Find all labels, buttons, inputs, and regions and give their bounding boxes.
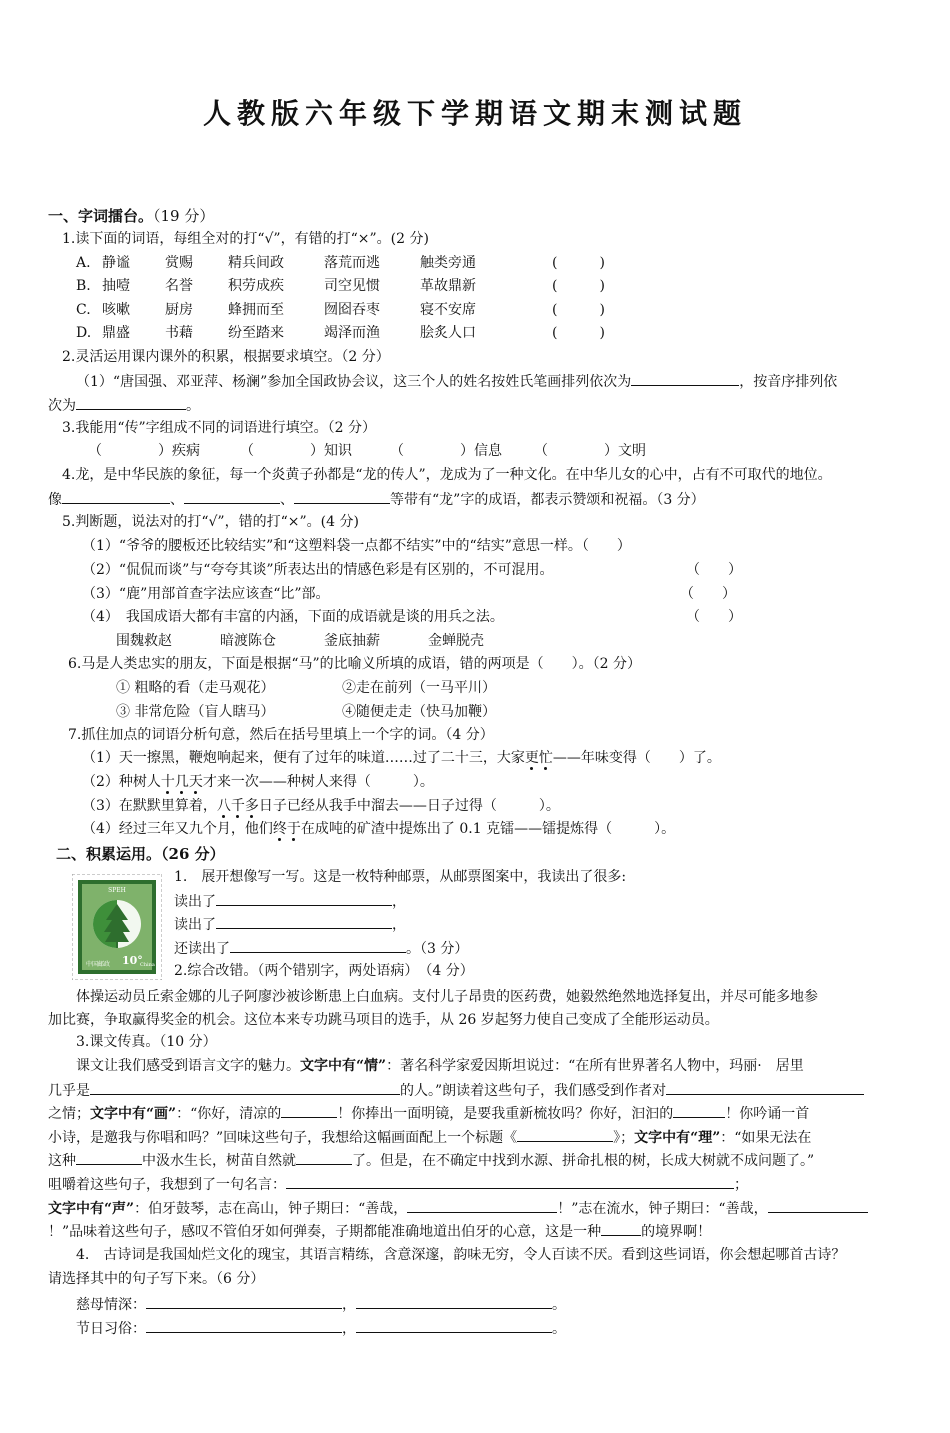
s2-q1-row3: 还读出了 。（3 分）	[174, 938, 468, 959]
q5-paren[interactable]: （ ）	[680, 586, 736, 602]
q5-stem: 5.判断题，说法对的打“√”，错的打“×”。(4 分)	[62, 514, 359, 530]
option-word: 名誉	[165, 278, 193, 294]
stamp-country: 中国邮政	[86, 961, 111, 968]
option-word: 革故鼎新	[420, 278, 476, 294]
answer-blank[interactable]	[631, 371, 739, 386]
q3-item[interactable]: （ ）文明	[534, 443, 646, 459]
answer-blank[interactable]	[146, 1294, 342, 1309]
q6-option[interactable]: ②走在前列（一马平川）	[342, 680, 496, 696]
answer-blank[interactable]	[184, 489, 280, 504]
option-key: C.	[76, 302, 91, 318]
option-word: 咳嗽	[102, 302, 130, 318]
s2-q1-row2: 读出了 ，	[174, 914, 406, 935]
option-word: 纷至踏来	[228, 325, 284, 341]
stamp-top-text: SPEH	[108, 887, 126, 894]
option-word: 积劳成疾	[228, 278, 284, 294]
option-word: 书藉	[165, 325, 193, 341]
q5-item-2: （2）“侃侃而谈”与“夸夸其谈”所表达出的情感色彩是有区别的，不可混用。	[82, 562, 554, 578]
q6-options-1	[116, 678, 496, 698]
s2-q3-line6: 咀嚼着这些句子，我想到了一句名言： ；	[48, 1174, 748, 1195]
option-word: 赏赐	[165, 255, 193, 271]
q5-item-4: （4） 我国成语大都有丰富的内涵，下面的成语就是谈的用兵之法。	[82, 609, 504, 625]
q7-item-3: （3）在默默里算着，八千多日子已经从我手中溜去——日子过得（ ）。	[82, 798, 560, 814]
answer-blank[interactable]	[294, 489, 390, 504]
answer-paren[interactable]: ( )	[552, 325, 605, 341]
page-title: 人教版六年级下学期语文期末测试题	[202, 97, 747, 130]
answer-blank[interactable]	[216, 891, 392, 906]
s2-q4-line1: 4. 古诗词是我国灿烂文化的瑰宝，其语言精练，含意深邃，韵味无穷，令人百读不厌。看到这些词语，你会想起哪首古诗？	[76, 1247, 846, 1263]
q4-line2: 像 、 、 等带有“龙”字的成语，都表示赞颂和祝福。（3 分）	[48, 489, 705, 510]
q3-items	[88, 441, 646, 461]
s2-q1-stem: 1. 展开想像写一写。这是一枚特种邮票，从邮票图案中，我读出了很多:	[174, 869, 627, 885]
option-word: 竭泽而渔	[324, 325, 380, 341]
answer-blank[interactable]	[768, 1198, 868, 1213]
s2-q4-row1: 慈母情深： ， 。	[76, 1294, 566, 1315]
option-word: 蜂拥而至	[228, 302, 284, 318]
answer-blank[interactable]	[146, 1318, 342, 1333]
s2-q2-para2: 加比赛，争取赢得奖金的机会。这位本来专功跳马项目的选手，从 26 岁起努力使自己变成了全能形运动员。	[48, 1012, 719, 1028]
answer-blank[interactable]	[216, 914, 392, 929]
s2-q4-row2: 节日习俗： ， 。	[76, 1318, 566, 1339]
s2-q3-line5: 这种 中汲水生长，树苗自然就 了。但是，在不确定中找到水源、拼命扎根的树，长成大树就不成问题了。”	[48, 1150, 814, 1171]
s2-q4-line2: 请选择其中的句子写下来。（6 分）	[48, 1271, 265, 1287]
answer-blank[interactable]	[517, 1127, 613, 1142]
answer-blank[interactable]	[76, 1150, 142, 1165]
q5-paren[interactable]: （ ）	[686, 562, 742, 578]
option-word: 落荒而逃	[324, 255, 380, 271]
s2-q3-line4: 小诗，是邀我与你唱和吗？”回味这些句子，我想给这幅画面配上一个标题《 》；文字中有“理”：“如果无法在	[48, 1127, 811, 1148]
answer-blank[interactable]	[296, 1150, 352, 1165]
s2-q2-stem: 2.综合改错。（两个错别字，两处语病） （4 分）	[174, 963, 474, 979]
q6-option[interactable]: ④随便走走（快马加鞭）	[342, 704, 496, 720]
q5-idioms: 围魏救赵 暗渡陈仓 釜底抽薪 金蝉脱壳	[116, 633, 484, 649]
q6-options-2	[116, 702, 496, 722]
s2-q3-stem: 3.课文传真。（10 分）	[76, 1034, 217, 1050]
section-2-heading: 二、积累运用。（26 分）	[56, 845, 225, 863]
answer-blank[interactable]	[666, 1080, 864, 1095]
q7-stem: 7.抓住加点的词语分析句意，然后在括号里填上一个字的词。（4 分）	[68, 727, 494, 743]
option-word: 鼎盛	[102, 325, 130, 341]
s2-q3-line1: 课文让我们感受到语言文字的魅力。文字中有“情”：著名科学家爱因斯坦说过：“在所有世界著名人物中，玛丽· 居里	[76, 1058, 804, 1074]
q6-option[interactable]: ① 粗略的看（走马观花）	[116, 680, 275, 696]
answer-blank[interactable]	[407, 1198, 557, 1213]
answer-paren[interactable]: ( )	[552, 302, 605, 318]
stamp-china: China	[140, 962, 155, 968]
answer-blank[interactable]	[286, 1174, 734, 1189]
q4-line1: 4.龙，是中华民族的象征，每一个炎黄子孙都是“龙的传人”，龙成为了一种文化。在中华儿女的心中，占有不可取代的地位。	[62, 467, 832, 483]
option-word: 静谧	[102, 255, 130, 271]
option-word: 触类旁通	[420, 255, 476, 271]
q3-item[interactable]: （ ）知识	[240, 443, 352, 459]
option-word: 精兵间政	[228, 255, 284, 271]
option-word: 厨房	[165, 302, 193, 318]
s2-q3-line7: 文字中有“声”：伯牙鼓琴，志在高山，钟子期曰：“善哉， ！”志在流水，钟子期曰：“善哉，	[48, 1198, 868, 1219]
q6-option[interactable]: ③ 非常危险（盲人瞎马）	[116, 704, 275, 720]
answer-blank[interactable]	[76, 395, 186, 410]
q3-item[interactable]: （ ）疾病	[88, 443, 200, 459]
answer-blank[interactable]	[673, 1103, 725, 1118]
q5-paren[interactable]: （ ）	[686, 609, 742, 625]
option-word: 脍炙人口	[420, 325, 476, 341]
q5-item-3: （3）“鹿”用部首查字法应该查“比”部。	[82, 586, 330, 602]
s2-q3-line3: 之情；文字中有“画”：“你好，清凉的 ！你捧出一面明镜，是要我重新梳妆吗？你好，汩汩的 ！你吟诵一首	[48, 1103, 809, 1124]
q1-stem: 1.读下面的词语，每组全对的打“√”，有错的打“×”。(2 分)	[62, 231, 429, 247]
option-key: D.	[76, 325, 92, 341]
s2-q3-line2: 几乎是 的人。”朗读着这些句子，我们感受到作者对	[48, 1080, 864, 1101]
option-word: 寝不安席	[420, 302, 476, 318]
option-key: A.	[76, 255, 91, 271]
answer-blank[interactable]	[90, 1080, 400, 1095]
q2-line2: 次为 。	[48, 395, 200, 416]
q7-item-1: （1）天一擦黑，鞭炮响起来，便有了过年的味道……过了二十三，大家更忙——年味变得（ ）了。	[82, 750, 721, 766]
answer-paren[interactable]: ( )	[552, 278, 605, 294]
q7-item-4: （4）经过三年又九个月，他们终于在成吨的矿渣中提炼出了 0.1 克镭——镭提炼得（ ）。	[82, 821, 676, 837]
answer-blank[interactable]	[356, 1318, 552, 1333]
q5-item-1: （1）“爷爷的腰板还比较结实”和“这塑料袋一点都不结实”中的“结实”意思一样。（ ）	[82, 538, 631, 554]
s2-q2-para1: 体操运动员丘索金娜的儿子阿廖沙被诊断患上白血病。支付儿子昂贵的医药费，她毅然绝然地选择复出，并尽可能多地参	[76, 989, 818, 1005]
s2-q1-row1: 读出了 ，	[174, 891, 406, 912]
q6-stem: 6.马是人类忠实的朋友，下面是根据“马”的比喻义所填的成语，错的两项是（ ）。（2 分）	[68, 656, 642, 672]
option-key: B.	[76, 278, 91, 294]
option-word: 囫囵吞枣	[324, 302, 380, 318]
option-word: 司空见惯	[324, 278, 380, 294]
answer-blank[interactable]	[62, 489, 170, 504]
answer-blank[interactable]	[356, 1294, 552, 1309]
s2-q3-line8: ！”品味着这些句子，感叹不管伯牙如何弹奏，子期都能准确地道出伯牙的心意，这是一种 的境界啊！	[48, 1221, 711, 1242]
stamp-value: 10°	[122, 954, 143, 967]
q2-line1: （1）“唐国强、邓亚萍、杨澜”参加全国政协会议，这三个人的姓名按姓氏笔画排列依次为 ，按音序排列依	[76, 371, 837, 392]
answer-blank[interactable]	[281, 1103, 337, 1118]
answer-paren[interactable]: ( )	[552, 255, 605, 271]
q2-stem: 2.灵活运用课内课外的积累，根据要求填空。（2 分）	[62, 349, 390, 365]
section-1-heading: 一、字词擂台。（19 分）	[48, 207, 215, 225]
stamp-image	[72, 874, 162, 980]
q7-item-2: （2）种树人十几天才来一次——种树人来得（ ）。	[82, 774, 434, 790]
answer-blank[interactable]	[230, 938, 406, 953]
answer-blank[interactable]	[601, 1221, 641, 1236]
option-word: 抽噎	[102, 278, 130, 294]
q3-item[interactable]: （ ）信息	[390, 443, 502, 459]
q3-stem: 3.我能用“传”字组成不同的词语进行填空。（2 分）	[62, 420, 377, 436]
